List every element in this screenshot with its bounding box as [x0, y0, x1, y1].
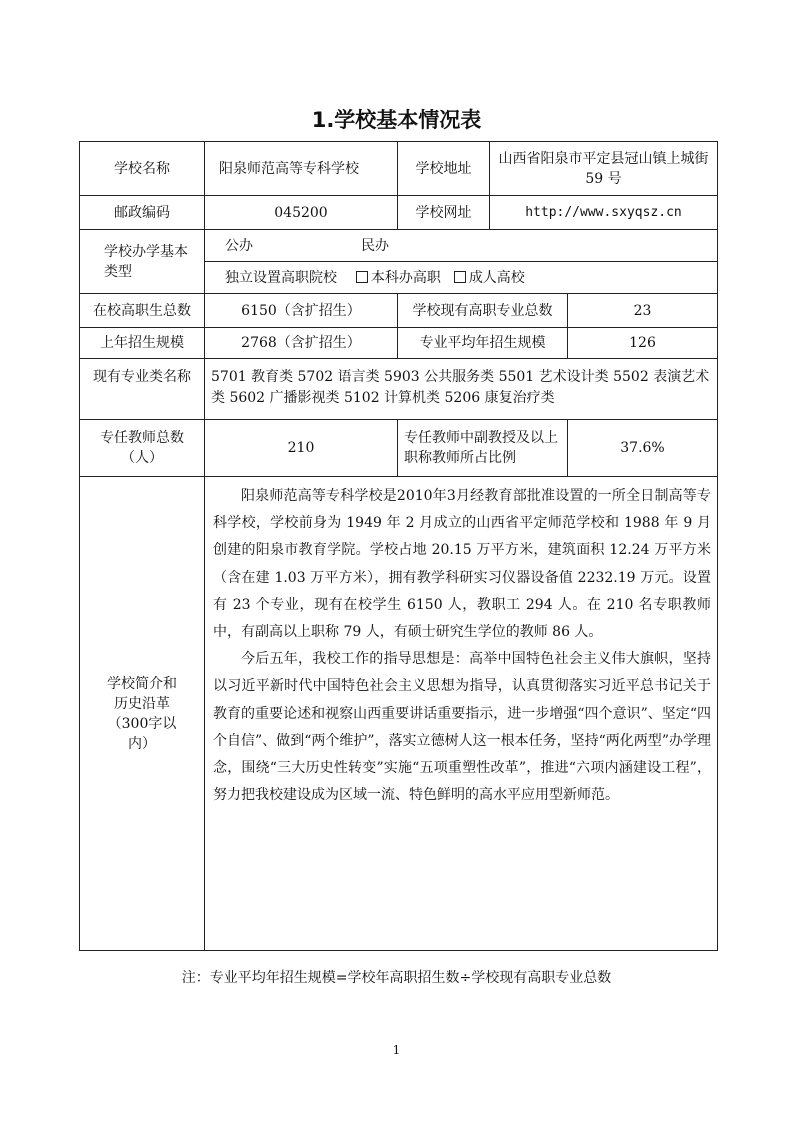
school-name-value: 阳泉师范高等专科学校: [205, 142, 398, 196]
school-type-label: 学校办学基本类型: [80, 230, 205, 294]
students-label: 在校高职生总数: [80, 294, 205, 328]
school-address-value: 山西省阳泉市平定县冠山镇上城街 59 号: [490, 142, 718, 196]
page-number: 1: [392, 1043, 401, 1057]
type-public: 公办: [225, 237, 253, 254]
intro-paragraph-2: 今后五年，我校工作的指导思想是：高举中国特色社会主义伟大旗帜，坚持以习近平新时代中国特色社会主义思想为指导，认真贯彻落实习近平总书记关于教育的重要论述和视察山西重要讲话重要指示，进一步增强“四个意识”、坚定“四个自信”、做到“两个维护”，落实立德树人这一根本任务，坚持“两化两型”办学理念，围绕“三大历史性转变”实施“五项重塑性改革”，推进“六项内涵建设工程”，努力把我校建设成为区域一流、特色鲜明的高水平应用型新师范。: [213, 651, 711, 804]
avg-enroll-label: 专业平均年招生规模: [398, 328, 568, 359]
type-private: 民办: [361, 237, 389, 254]
majors-value: 5701 教育类 5702 语言类 5903 公共服务类 5501 艺术设计类 5502 表演艺术类 5602 广播影视类 5102 计算机类 5206 康复治疗类: [205, 359, 718, 420]
school-address-label: 学校地址: [398, 142, 490, 196]
enroll-label: 上年招生规模: [80, 328, 205, 359]
adult-checkbox: [454, 271, 466, 283]
majors-count-label: 学校现有高职专业总数: [398, 294, 568, 328]
majors-label: 现有专业类名称: [80, 359, 205, 420]
school-type-ownership: [205, 230, 718, 262]
intro-paragraph-1: 阳泉师范高等专科学校是2010年3月经教育部批准设置的一所全日制高等专科学校，学校前身为 1949 年 2 月成立的山西省平定师范学校和 1988 年 9 月创建的阳泉市教育学院。学校占地 20.15 万平方米，建筑面积 12.24 万平方米（含在建 1.03 万平方米），拥有教学科研实习仪器设备值 2232.19 万元。设置有 23 个专业，现有在校学生 6150 人，教职工 294 人。在 210 名专职教师中，有副高以上职称 79 人，有硕士研究生学位的教师 86 人。: [213, 488, 711, 641]
page-title: 1.学校基本情况表: [311, 108, 482, 132]
website-value: http://www.sxyqsz.cn: [490, 196, 718, 230]
website-label: 学校网址: [398, 196, 490, 230]
intro-text: [205, 477, 718, 951]
teachers-label: 专任教师总数（人）: [80, 420, 205, 477]
type-undergrad: 本科办高职: [370, 269, 441, 286]
postcode-value: 045200: [205, 196, 398, 230]
senior-ratio-label: 专任教师中副教授及以上职称教师所占比例: [398, 420, 568, 477]
students-value: 6150（含扩招生）: [205, 294, 398, 328]
teachers-value: 210: [205, 420, 398, 477]
type-adult: 成人高校: [468, 269, 525, 286]
undergrad-checkbox: [356, 271, 368, 283]
intro-label: 学校简介和历史沿革（300字以内）: [80, 477, 205, 951]
enroll-value: 2768（含扩招生）: [205, 328, 398, 359]
school-name-label: 学校名称: [80, 142, 205, 196]
majors-count-value: 23: [568, 294, 718, 328]
postcode-label: 邮政编码: [80, 196, 205, 230]
school-type-category: [205, 262, 718, 294]
type-independent: 独立设置高职院校: [225, 269, 337, 286]
avg-enroll-value: 126: [568, 328, 718, 359]
footnote: 注：专业平均年招生规模=学校年高职招生数÷学校现有高职专业总数: [181, 970, 612, 986]
school-info-table: [79, 141, 718, 951]
senior-ratio-value: 37.6%: [568, 420, 718, 477]
